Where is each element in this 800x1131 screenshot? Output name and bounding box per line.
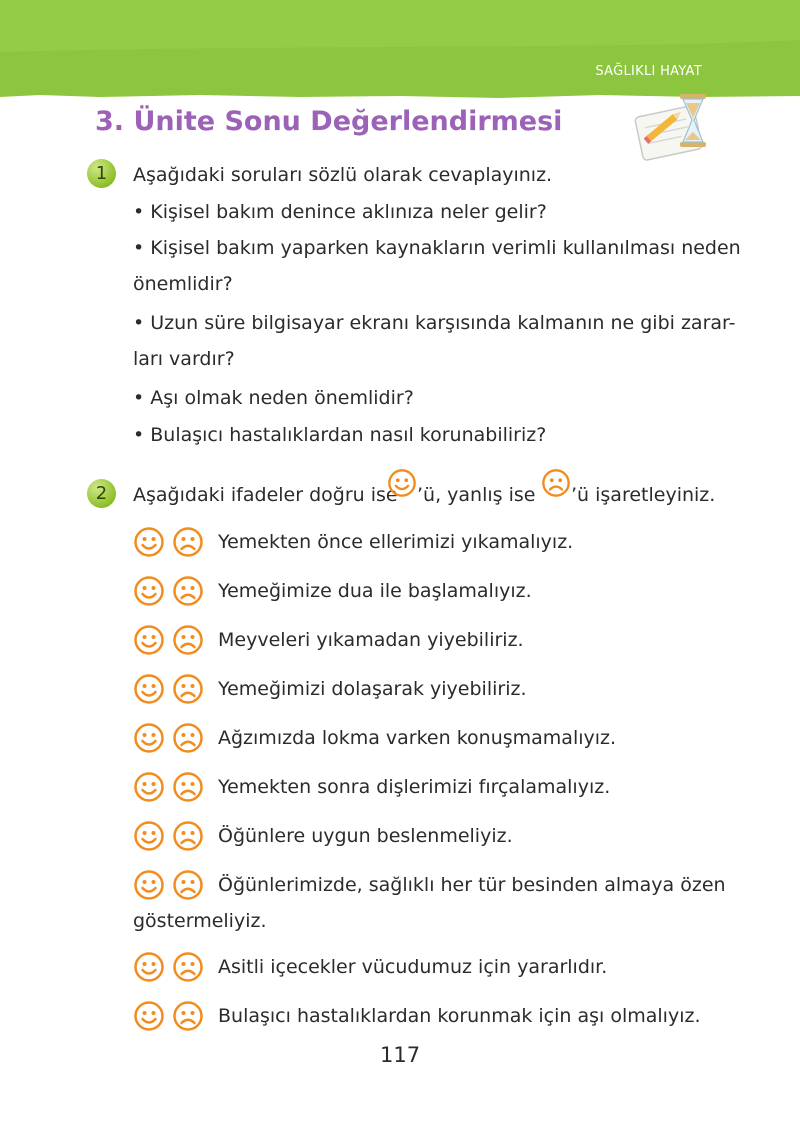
statement-text: Yemekten sonra dişlerimizi fırçalamalıyız. <box>218 776 611 798</box>
statement-text-continuation: göstermeliyiz. <box>133 910 267 932</box>
sad-face-icon <box>172 771 204 803</box>
statement-text: Bulaşıcı hastalıklardan korunmak için aşı olmalıyız. <box>218 1005 701 1027</box>
question-prompt-part2: ’ü, yanlış ise <box>417 484 536 506</box>
smiley-face-icon <box>133 624 165 656</box>
true-smiley-checkbox[interactable] <box>133 771 165 803</box>
false-sad-checkbox[interactable] <box>172 722 204 754</box>
sad-face-icon <box>172 526 204 558</box>
sad-face-icon <box>172 820 204 852</box>
false-sad-checkbox[interactable] <box>172 526 204 558</box>
header-banner <box>0 0 800 100</box>
section-label: SAĞLIKLI HAYAT <box>595 64 702 79</box>
statement-text: Yemeğimizi dolaşarak yiyebiliriz. <box>218 678 527 700</box>
smiley-face-icon <box>133 771 165 803</box>
false-sad-checkbox[interactable] <box>172 624 204 656</box>
statement-text: Yemekten önce ellerimizi yıkamalıyız. <box>218 531 574 553</box>
true-smiley-checkbox[interactable] <box>133 869 165 901</box>
question-number-badge: 2 <box>87 479 116 508</box>
smiley-face-icon <box>133 722 165 754</box>
statement-text: Meyveleri yıkamadan yiyebiliriz. <box>218 629 524 651</box>
statement-text: Öğünlere uygun beslenmeliyiz. <box>218 825 513 847</box>
true-smiley-checkbox[interactable] <box>133 624 165 656</box>
question-number-badge: 1 <box>87 159 116 188</box>
false-sad-checkbox[interactable] <box>172 820 204 852</box>
question-line: • Bulaşıcı hastalıklardan nasıl korunabiliriz? <box>133 424 547 446</box>
question-line: • Uzun süre bilgisayar ekranı karşısında kalmanın ne gibi zarar- <box>133 312 736 334</box>
question-line: • Kişisel bakım yaparken kaynakların verimli kullanılması neden <box>133 237 741 259</box>
false-sad-checkbox[interactable] <box>172 869 204 901</box>
question-prompt-part3: ’ü işaretleyiniz. <box>571 484 716 506</box>
question-line: önemlidir? <box>133 273 233 295</box>
sad-face-icon <box>541 468 571 498</box>
true-smiley-checkbox[interactable] <box>133 673 165 705</box>
false-sad-checkbox[interactable] <box>172 1000 204 1032</box>
page-title: 3. Ünite Sonu Değerlendirmesi <box>95 106 563 137</box>
smiley-face-icon <box>133 673 165 705</box>
true-smiley-checkbox[interactable] <box>133 575 165 607</box>
smiley-face-icon <box>133 575 165 607</box>
true-smiley-checkbox[interactable] <box>133 526 165 558</box>
smiley-face-icon <box>133 526 165 558</box>
true-smiley-checkbox[interactable] <box>133 1000 165 1032</box>
smiley-face-icon <box>133 869 165 901</box>
true-smiley-checkbox[interactable] <box>133 951 165 983</box>
sad-face-icon <box>172 869 204 901</box>
false-sad-checkbox[interactable] <box>172 575 204 607</box>
question-prompt: Aşağıdaki soruları sözlü olarak cevaplayınız. <box>133 164 553 186</box>
hourglass-paper-pencil-icon <box>628 90 718 162</box>
page-number: 117 <box>380 1043 421 1067</box>
sad-face-icon <box>172 673 204 705</box>
sad-face-icon <box>172 624 204 656</box>
statement-text: Ağzımızda lokma varken konuşmamalıyız. <box>218 727 617 749</box>
sad-face-icon <box>172 1000 204 1032</box>
question-line: • Aşı olmak neden önemlidir? <box>133 387 414 409</box>
statement-text: Öğünlerimizde, sağlıklı her tür besinden almaya özen <box>218 874 726 896</box>
false-sad-checkbox[interactable] <box>172 673 204 705</box>
question-prompt-part1: Aşağıdaki ifadeler doğru ise <box>133 484 398 506</box>
smiley-face-icon <box>133 820 165 852</box>
smiley-face-icon <box>133 1000 165 1032</box>
sad-face-icon <box>172 951 204 983</box>
true-smiley-checkbox[interactable] <box>133 820 165 852</box>
true-smiley-checkbox[interactable] <box>133 722 165 754</box>
sad-face-icon <box>172 722 204 754</box>
smiley-face-icon <box>133 951 165 983</box>
statement-text: Asitli içecekler vücudumuz için yararlıdır. <box>218 956 608 978</box>
false-sad-checkbox[interactable] <box>172 951 204 983</box>
sad-face-icon <box>172 575 204 607</box>
false-sad-checkbox[interactable] <box>172 771 204 803</box>
statement-text: Yemeğimize dua ile başlamalıyız. <box>218 580 532 602</box>
question-line: • Kişisel bakım denince aklınıza neler gelir? <box>133 201 547 223</box>
smiley-face-icon <box>387 468 417 498</box>
question-line: ları vardır? <box>133 348 235 370</box>
